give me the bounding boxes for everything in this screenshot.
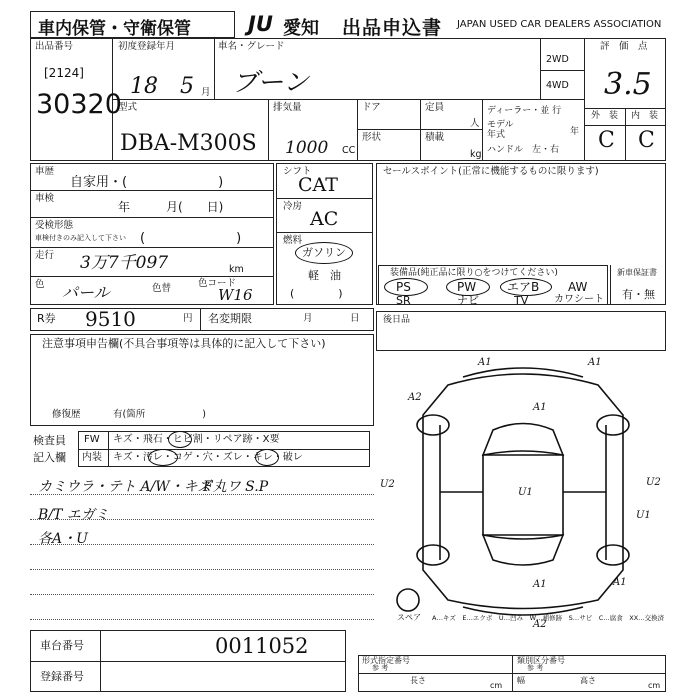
first-registration-label: 初度登録年月 — [118, 41, 176, 52]
load-unit: kg — [470, 149, 482, 160]
length-unit: cm — [490, 681, 503, 690]
check-fw-head: FW — [84, 434, 100, 445]
mileage-label: 走行 — [35, 250, 55, 261]
exterior-label: 外 装 — [591, 111, 619, 121]
recycle-unit: 円 — [183, 313, 193, 324]
displacement-value: 1000 — [285, 138, 329, 158]
mark-a2-rear: A2 — [533, 619, 547, 630]
registration-month-unit: 月 — [201, 87, 211, 98]
storage-stamp: 車内保管・守衛保管 — [38, 19, 191, 39]
car-name-label: 車名・グレード — [218, 41, 285, 52]
mileage-value: 3万7千097 — [80, 253, 169, 273]
interior-value: C — [638, 128, 655, 153]
dealer-year-unit: 年 — [570, 127, 580, 137]
class-number-sub: 参 考 — [527, 664, 544, 672]
shift-label: シフト — [283, 166, 312, 177]
later-label: 後日品 — [383, 315, 411, 325]
note-line-2: B/T エガミ — [38, 507, 109, 523]
mark-a1-rear-center: A1 — [533, 579, 547, 590]
front-bumper — [463, 368, 583, 377]
notes-label: 注意事項申告欄(不具合事項等は具体的に記入して下さい) — [42, 337, 326, 350]
document-title: 出品申込書 — [342, 17, 443, 39]
displacement-label: 排気量 — [273, 102, 302, 113]
spare-tire — [397, 589, 419, 611]
mark-a1-rear-right: A1 — [613, 577, 627, 588]
model-label: 型式 — [118, 102, 138, 113]
recycle-value: 9510 — [85, 307, 136, 331]
association-name: JAPAN USED CAR DEALERS ASSOCIATION — [457, 19, 662, 30]
mark-a1-front-right: A1 — [588, 357, 602, 368]
rear-window — [483, 535, 563, 565]
model-number-sub: 参 考 — [372, 664, 389, 672]
car-diagram — [378, 355, 668, 630]
mark-a1-front-left: A1 — [478, 357, 492, 368]
fuel-other: ( ) — [290, 287, 343, 300]
inspection-cert-label: 受検形態 — [35, 220, 74, 231]
inspection-value: 年 月( 日) — [118, 200, 224, 214]
wheel-rear-left — [417, 545, 449, 565]
check-interior-head: 内装 — [82, 452, 102, 463]
registration-year: 18 — [130, 74, 158, 99]
dealer-handle: ハンドル 左・右 — [487, 145, 560, 155]
equip-airbag: エアB — [507, 280, 540, 294]
height-unit: cm — [648, 681, 661, 690]
drive-2wd: 2WD — [546, 54, 569, 65]
check-hail-circle — [168, 431, 192, 448]
spare-label: スペア — [397, 613, 421, 622]
color-label: 色 — [35, 279, 45, 290]
mark-u1-center: U1 — [518, 487, 533, 498]
exterior-value: C — [598, 128, 615, 153]
history-label: 車歴 — [35, 166, 55, 177]
wheel-front-right — [597, 415, 629, 435]
mark-a2-left: A2 — [408, 392, 422, 403]
repair-label: 修復歴 — [52, 409, 81, 420]
equip-seat: カワシート — [554, 294, 604, 305]
ju-logo: JU — [248, 12, 273, 36]
check-stain-circle — [148, 449, 178, 466]
equip-navi: ナビ — [457, 294, 479, 307]
equip-sr: SR — [396, 294, 411, 307]
fuel-gas: ガソリン — [302, 246, 346, 259]
note-line-3: 各A・U — [38, 531, 88, 547]
damage-marks — [380, 357, 661, 630]
mark-u2-right: U2 — [646, 477, 661, 488]
score-label: 評 価 点 — [600, 41, 648, 52]
warranty-label: 新車保証書 — [617, 268, 657, 277]
mark-a1-roof-front: A1 — [533, 402, 547, 413]
model-value: DBA-M300S — [120, 131, 257, 156]
score-value: 3.5 — [604, 67, 652, 102]
note-line-1b: F丸ワ S.P — [203, 479, 269, 495]
door-label: ドア — [362, 102, 381, 113]
wheel-front-left — [417, 415, 449, 435]
lot-number: 30320 — [36, 89, 122, 120]
lot-code: [2124] — [44, 66, 84, 80]
inspector-entry-label: 記入欄 — [33, 451, 66, 464]
later-box — [376, 311, 666, 351]
dealer-line1: ディーラー・並 行 — [487, 106, 562, 116]
color-code-label: 色コード — [198, 278, 237, 289]
name-change-month: 月 — [303, 313, 313, 324]
inspector-label: 検査員 — [33, 434, 66, 447]
class-number-label: 類別区分番号 — [517, 656, 565, 665]
capacity-unit: 人 — [470, 118, 480, 129]
org-name: 愛知 — [283, 18, 319, 39]
name-change-day: 日 — [350, 313, 360, 324]
name-change-label: 名変期限 — [208, 312, 252, 325]
displacement-unit: CC — [342, 145, 356, 156]
color-code-value: W16 — [218, 286, 253, 304]
inspection-cert-value: ( ) — [140, 231, 242, 246]
load-label: 積載 — [425, 132, 445, 143]
note-line-1: カミウラ・テト A/W・キズ — [38, 479, 212, 495]
registration-month: 5 — [180, 74, 194, 99]
width-label: 幅 — [517, 676, 525, 685]
shape-label: 形状 — [362, 132, 382, 143]
shift-value: CAT — [298, 174, 338, 196]
check-fw-items: キズ・飛石・ヒビ割・リペア跡・X要 — [113, 434, 280, 445]
equip-pw: PW — [457, 280, 477, 294]
equip-tv: TV — [514, 294, 529, 307]
height-label: 高さ — [580, 676, 596, 685]
length-label: 長さ — [410, 676, 426, 685]
recycle-label: R券 — [37, 312, 56, 325]
car-name-value: ブーン — [232, 68, 309, 98]
equipment-label: 装備品(純正品に限り○をつけてください) — [390, 268, 558, 278]
color-value: パール — [62, 283, 110, 302]
equip-ps: PS — [396, 280, 411, 294]
equip-aw: AW — [568, 280, 588, 294]
capacity-label: 定員 — [425, 102, 445, 113]
windshield — [483, 424, 563, 456]
mark-u1-right-rear: U1 — [636, 510, 651, 521]
repaint-label: 色替 — [152, 283, 172, 294]
check-shift-circle — [255, 449, 279, 466]
lot-label: 出品番号 — [35, 41, 74, 52]
inspection-cert-sub: 車検付きのみ記入して下さい — [35, 234, 126, 242]
dealer-model: モデル — [487, 120, 514, 130]
chassis-value: 0011052 — [215, 634, 309, 658]
mileage-unit: km — [229, 264, 244, 275]
check-interior-items: キズ・汚レ・コゲ・穴・ズレ・キレ・破レ — [113, 452, 303, 463]
interior-label: 内 装 — [631, 111, 659, 121]
warranty-value: 有・無 — [622, 288, 655, 301]
dealer-year: 年式 — [487, 130, 506, 140]
damage-legend: A…キズ E…エクボ U…凹み W…補修跡 S…サビ C…腐食 XX…交換済 — [432, 614, 665, 622]
inspection-label: 車検 — [35, 193, 55, 204]
wheel-rear-right — [597, 545, 629, 565]
cooler-label: 冷房 — [283, 201, 303, 212]
fuel-diesel: 軽 油 — [308, 269, 341, 282]
recycle-row — [30, 308, 374, 331]
model-number-label: 形式指定番号 — [362, 656, 410, 665]
chassis-label: 車台番号 — [40, 639, 84, 652]
cooler-value: AC — [310, 208, 339, 230]
mark-u2-left: U2 — [380, 479, 395, 490]
drive-4wd: 4WD — [546, 80, 569, 91]
reg-number-label: 登録番号 — [40, 670, 84, 683]
repair-value: 有(箇所 ) — [113, 409, 206, 420]
fuel-label: 燃料 — [283, 235, 303, 246]
history-value: 自家用・( ) — [70, 175, 224, 190]
sales-point-label: セールスポイント(正常に機能するものに限ります) — [383, 166, 599, 177]
